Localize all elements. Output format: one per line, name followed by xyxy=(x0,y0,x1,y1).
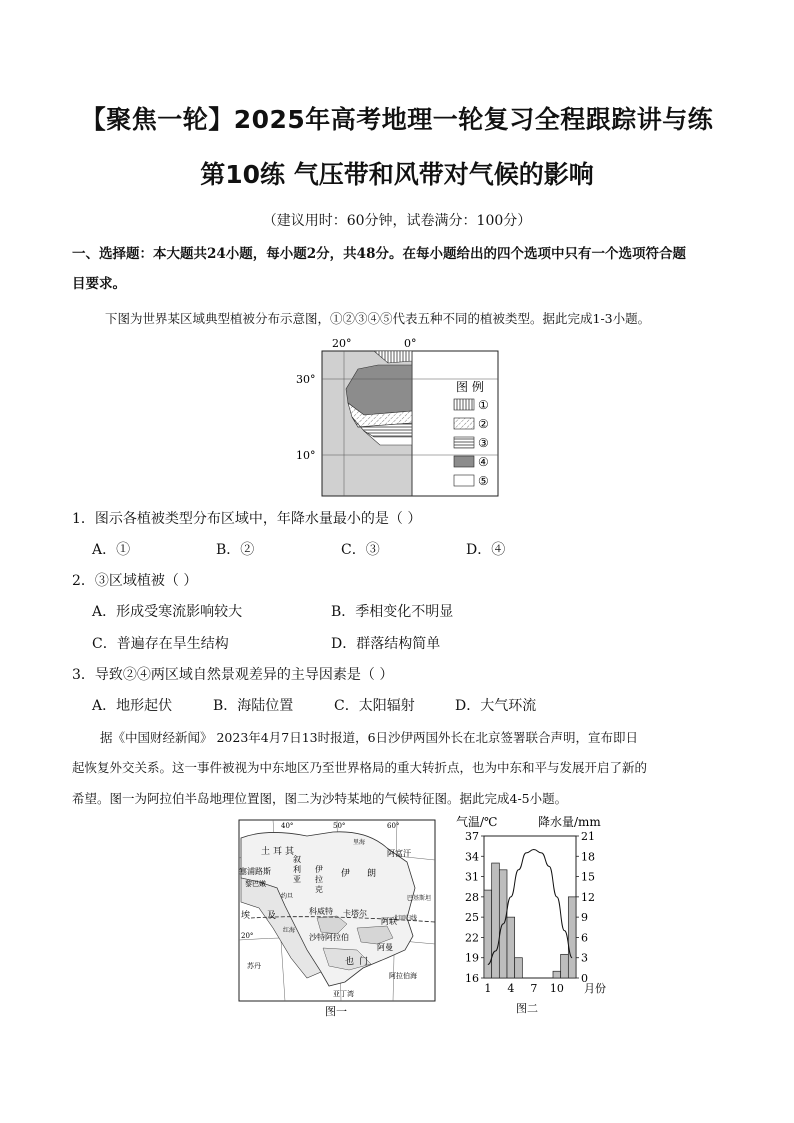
map1-legend-4: ④ xyxy=(478,455,489,469)
map2-label-lebanon: 黎巴嫩 xyxy=(245,880,266,888)
map1-lat-10: 10° xyxy=(296,449,316,462)
precip-bar xyxy=(492,863,500,978)
material-intro-2-line1: 据《中国财经新闻》 2023年4月7日13时报道，6日沙伊两国外长在北京签署联合声明，宣布即日 xyxy=(100,730,639,745)
map1-legend-3: ③ xyxy=(478,436,489,450)
map1-lat-30: 30° xyxy=(296,373,316,386)
map2-label-afghanistan: 阿富汗 xyxy=(387,849,411,858)
y-left-tick-label: 31 xyxy=(465,870,479,884)
map2-label-li: 利 xyxy=(293,865,301,874)
y-right-tick-label: 6 xyxy=(581,931,588,945)
q1-option-c[interactable]: C．③ xyxy=(341,542,380,558)
map2-label-men: 门 xyxy=(359,957,369,967)
y-left-tick-label: 16 xyxy=(465,972,479,985)
map2-label-tropic: 北回归线 xyxy=(393,915,418,922)
q3-option-d[interactable]: D．大气环流 xyxy=(455,698,537,714)
lesson-title: 第10练 气压带和风带对气候的影响 xyxy=(200,160,594,189)
map2-label-ya: 亚 xyxy=(293,875,301,884)
map2-label-ai: 埃 xyxy=(241,911,251,921)
map2-label-lang: 朗 xyxy=(367,869,377,879)
material-intro-2-line3: 希望。图一为阿拉伯半岛地理位置图，图二为沙特某地的气候特征图。据此完成4-5小题。 xyxy=(72,791,568,806)
map2-label-ji: 及 xyxy=(267,911,277,921)
map2-label-yi-iraq: 伊 xyxy=(315,865,323,874)
map1-lon-0: 0° xyxy=(404,337,417,350)
map2-label-la: 拉 xyxy=(315,875,323,884)
q2-option-d[interactable]: D．群落结构简单 xyxy=(331,636,441,652)
y-right-tick-label: 21 xyxy=(581,830,595,843)
map2-label-xu: 叙 xyxy=(293,855,301,864)
time-note: （建议用时：60分钟，试卷满分：100分） xyxy=(262,213,532,229)
q1-option-a[interactable]: A．① xyxy=(92,542,131,558)
map2-lat-20: 20° xyxy=(241,932,254,940)
y-right-tick-label: 15 xyxy=(581,870,595,884)
y-left-tick-label: 19 xyxy=(465,951,479,965)
map2-label-kuwait: 科威特 xyxy=(309,907,333,916)
map1-legend-5: ⑤ xyxy=(478,474,489,488)
map2-label-jordan: 约旦 xyxy=(281,893,294,900)
map2-lon-40: 40° xyxy=(281,822,294,830)
y-left-tick-label: 37 xyxy=(465,830,479,843)
y-right-tick-label: 12 xyxy=(581,890,595,904)
material-intro-1: 下图为世界某区域典型植被分布示意图，①②③④⑤代表五种不同的植被类型。据此完成1-3小题。 xyxy=(105,311,651,326)
map2-label-red-sea: 红海 xyxy=(283,927,296,934)
map2-label-cyprus: 塞浦路斯 xyxy=(239,867,271,876)
q3-option-b[interactable]: B．海陆位置 xyxy=(213,698,294,714)
arabian-peninsula-map xyxy=(237,818,437,1018)
y-right-tick-label: 18 xyxy=(581,850,595,864)
section-instruction-line1: 一、选择题：本大题共24小题，每小题2分，共48分。在每小题给出的四个选项中只有一个选项符合题 xyxy=(72,246,686,262)
x-tick-label: 7 xyxy=(530,982,538,995)
map2-label-yi-iran: 伊 xyxy=(341,869,351,879)
map2-lon-60: 60° xyxy=(387,822,400,830)
document-title: 【聚焦一轮】2025年高考地理一轮复习全程跟踪讲与练 xyxy=(80,105,714,134)
map2-lon-50: 50° xyxy=(333,822,346,830)
map1-legend-2: ② xyxy=(478,417,489,431)
climate-chart xyxy=(454,814,614,1020)
x-axis-label: 月份 xyxy=(584,982,606,995)
map1-lon-20: 20° xyxy=(332,337,352,350)
map1-legend-title: 图 例 xyxy=(456,380,484,394)
q2-option-b[interactable]: B．季相变化不明显 xyxy=(331,604,454,620)
y-left-tick-label: 34 xyxy=(465,850,479,864)
material-intro-2-line2: 起恢复外交关系。这一事件被视为中东地区乃至世界格局的重大转折点，也为中东和平与发展开启了新的 xyxy=(72,760,648,775)
q2-option-c[interactable]: C．普遍存在旱生结构 xyxy=(92,636,229,652)
section-instruction-line2: 目要求。 xyxy=(72,276,126,292)
map2-label-ke: 克 xyxy=(315,885,323,894)
y-right-tick-label: 3 xyxy=(581,951,588,965)
map2-caption: 图一 xyxy=(325,1005,347,1018)
y-right-tick-label: 9 xyxy=(581,911,588,925)
question-2: 2．③区域植被（ ） xyxy=(72,573,198,589)
question-1: 1．图示各植被类型分布区域中，年降水量最小的是（ ） xyxy=(72,511,422,527)
precip-bar xyxy=(553,971,561,978)
map2-label-sudan: 苏丹 xyxy=(247,962,261,970)
map2-label-oman: 阿曼 xyxy=(377,943,393,952)
question-3: 3．导致②④两区域自然景观差异的主导因素是（ ） xyxy=(72,667,394,683)
map2-label-aden: 亚丁湾 xyxy=(333,990,354,998)
precip-bar xyxy=(484,890,492,978)
map2-label-arabian-sea: 阿拉伯海 xyxy=(389,972,417,980)
y-left-axis-label: 气温/℃ xyxy=(456,815,498,829)
y-right-axis-label: 降水量/mm xyxy=(538,815,601,829)
precip-bar xyxy=(568,897,576,978)
chart-caption: 图二 xyxy=(516,1002,538,1015)
map2-label-pakistan: 巴基斯坦 xyxy=(407,895,432,902)
precip-bar xyxy=(561,954,569,978)
x-tick-label: 1 xyxy=(484,982,492,995)
map1-legend-1: ① xyxy=(478,398,489,412)
map2-label-ye: 也 xyxy=(345,957,355,967)
map2-label-caspian: 里海 xyxy=(353,839,366,846)
y-left-tick-label: 22 xyxy=(465,931,479,945)
x-tick-label: 4 xyxy=(507,982,515,995)
vegetation-map xyxy=(296,333,502,498)
y-left-tick-label: 25 xyxy=(465,911,479,925)
precip-bar xyxy=(515,958,523,978)
map2-label-er: 耳 xyxy=(273,847,283,857)
map2-label-tu: 土 xyxy=(261,847,271,857)
map2-label-saudi: 沙特阿拉伯 xyxy=(309,933,349,942)
map2-label-qatar: 卡塔尔 xyxy=(343,909,367,918)
q1-option-b[interactable]: B．② xyxy=(216,542,255,558)
precip-bar xyxy=(507,917,515,978)
q3-option-c[interactable]: C．太阳辐射 xyxy=(334,698,415,714)
y-right-tick-label: 0 xyxy=(581,972,588,985)
map2-label-qi: 其 xyxy=(285,847,295,857)
q2-option-a[interactable]: A．形成受寒流影响较大 xyxy=(92,604,243,620)
q3-option-a[interactable]: A．地形起伏 xyxy=(92,698,173,714)
x-tick-label: 10 xyxy=(549,982,564,995)
q1-option-d[interactable]: D．④ xyxy=(466,542,506,558)
map2-label-uae: 阿联 xyxy=(381,917,397,926)
y-left-tick-label: 28 xyxy=(465,890,479,904)
